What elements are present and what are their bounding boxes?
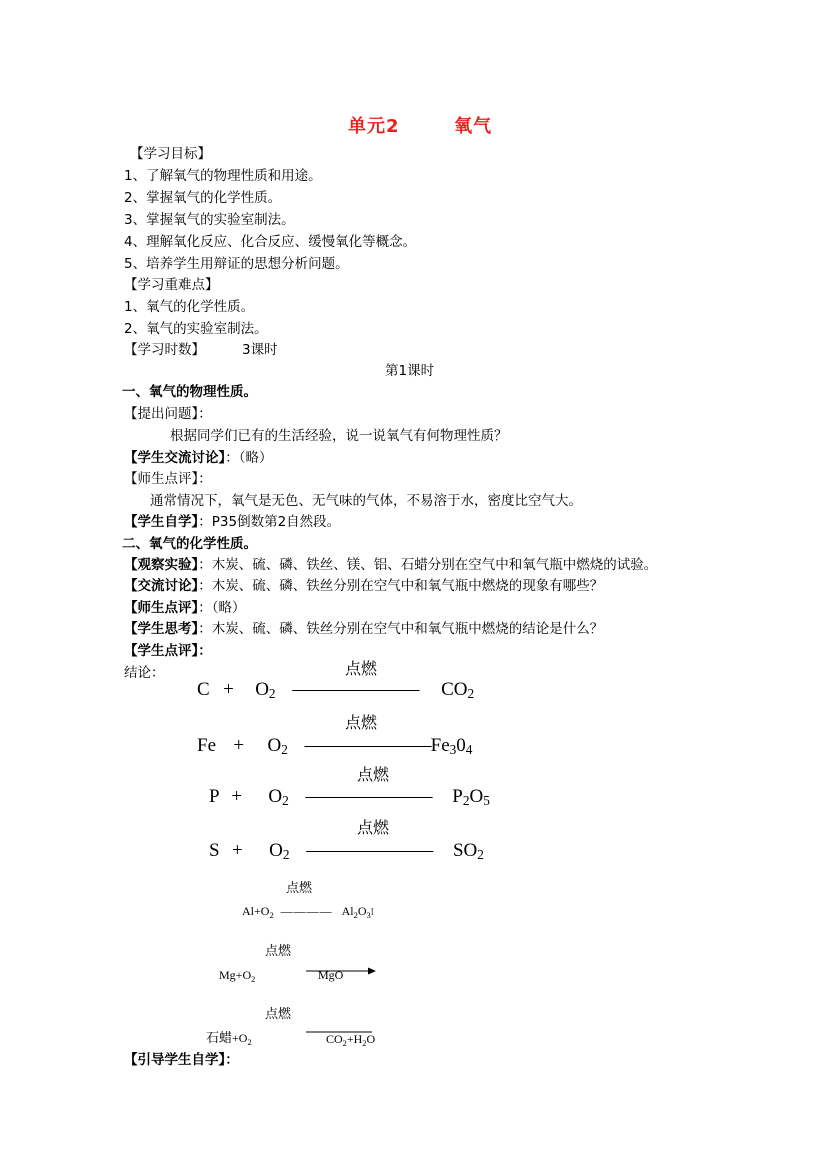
goal-item: 2、掌握氧气的化学性质。	[124, 190, 282, 206]
review-text: 通常情况下，氧气是无色、无气味的气体，不易溶于水，密度比空气大。	[150, 493, 582, 509]
equation-wax: 石蜡$+O_2$	[206, 1031, 252, 1047]
discuss-text: ：（略）	[225, 450, 273, 466]
condition-label: 点燃	[357, 818, 390, 837]
think-label: 【学生思考】	[124, 621, 199, 637]
goal-item: 3、掌握氧气的实验室制法。	[124, 212, 295, 228]
discuss2-line	[124, 577, 603, 595]
title-unit: 单元2	[348, 116, 400, 137]
text-cursor-icon: I	[370, 907, 375, 918]
goal-item: 5、培养学生用辩证的思想分析问题。	[124, 256, 349, 272]
think-line	[124, 620, 603, 638]
self-study-text: ：P35倒数第2自然段。	[198, 514, 341, 530]
review-label: 【师生点评】：	[124, 471, 212, 487]
review2-label: 【师生点评】	[124, 600, 199, 616]
keypoint-item: 1、氧气的化学性质。	[124, 299, 255, 315]
equation-sulfur: $S + O_2$ ——————— $SO_2$	[209, 840, 484, 862]
ask-label: 【提出问题】：	[124, 406, 212, 422]
observe-label: 【观察实验】	[124, 557, 199, 573]
goal-item: 1、了解氧气的物理性质和用途。	[124, 168, 322, 184]
ask-text: 根据同学们已有的生活经验，说一说氧气有何物理性质？	[170, 428, 508, 444]
equation-iron: $Fe + O_2$ $———————Fe_30_4$	[197, 735, 473, 757]
think-text: ：木炭、硫、磷、铁丝分别在空气中和氧气瓶中燃烧的结论是什么？	[198, 621, 604, 637]
guide-label: 【引导学生自学】：	[124, 1052, 239, 1068]
condition-label: 点燃	[265, 1007, 292, 1022]
lesson-title: 第1课时	[385, 363, 435, 379]
review2-text: ：（略）	[198, 600, 246, 616]
self-study-line	[124, 513, 340, 531]
page-title	[348, 112, 492, 138]
conclusion-label: 结论：	[124, 665, 165, 681]
review2-line	[124, 599, 246, 617]
discuss-label: 【学生交流讨论】	[124, 450, 226, 466]
discuss-line	[124, 449, 273, 467]
keypoint-item: 2、氧气的实验室制法。	[124, 321, 268, 337]
observe-line	[124, 556, 657, 574]
wax-product: $CO_2+H_2O$	[326, 1032, 376, 1048]
hours-value: 3课时	[242, 342, 278, 358]
section2-heading: 二、氧气的化学性质。	[122, 536, 257, 552]
condition-label: 点燃	[345, 713, 378, 732]
title-name: 氧气	[454, 116, 493, 137]
goals-heading: 【学习目标】	[130, 146, 211, 162]
hours-label: 【学习时数】	[124, 342, 205, 358]
equation-carbon: $C + O_2$ ——————— $CO_2$	[197, 679, 475, 701]
section1-heading: 一、氧气的物理性质。	[122, 384, 257, 400]
condition-label: 点燃	[357, 765, 390, 784]
equation-phosphorus: $P + O_2$ ——————— $P_2O_5$	[209, 786, 490, 808]
reaction-arrow-icon	[306, 965, 376, 977]
condition-label: 点燃	[265, 944, 292, 959]
observe-text: ：木炭、硫、磷、铁丝、镁、铝、石蜡分别在空气中和氧气瓶中燃烧的试验。	[198, 557, 658, 573]
equation-magnesium: $Mg+O_2$	[219, 968, 256, 984]
equation-aluminum: $Al+O_2$ ———— $Al_2O_3I$	[242, 904, 375, 920]
condition-label: 点燃	[286, 881, 313, 896]
discuss2-text: ：木炭、硫、磷、铁丝分别在空气中和氧气瓶中燃烧的现象有哪些？	[198, 578, 604, 594]
mg-product: MgO	[318, 968, 344, 982]
student-review-label: 【学生点评】：	[124, 643, 212, 659]
self-study-label: 【学生自学】	[124, 514, 199, 530]
keypoints-heading: 【学习重难点】	[124, 277, 219, 293]
goal-item: 4、理解氧化反应、化合反应、缓慢氧化等概念。	[124, 234, 417, 250]
condition-label: 点燃	[345, 659, 378, 678]
discuss2-label: 【交流讨论】	[124, 578, 199, 594]
